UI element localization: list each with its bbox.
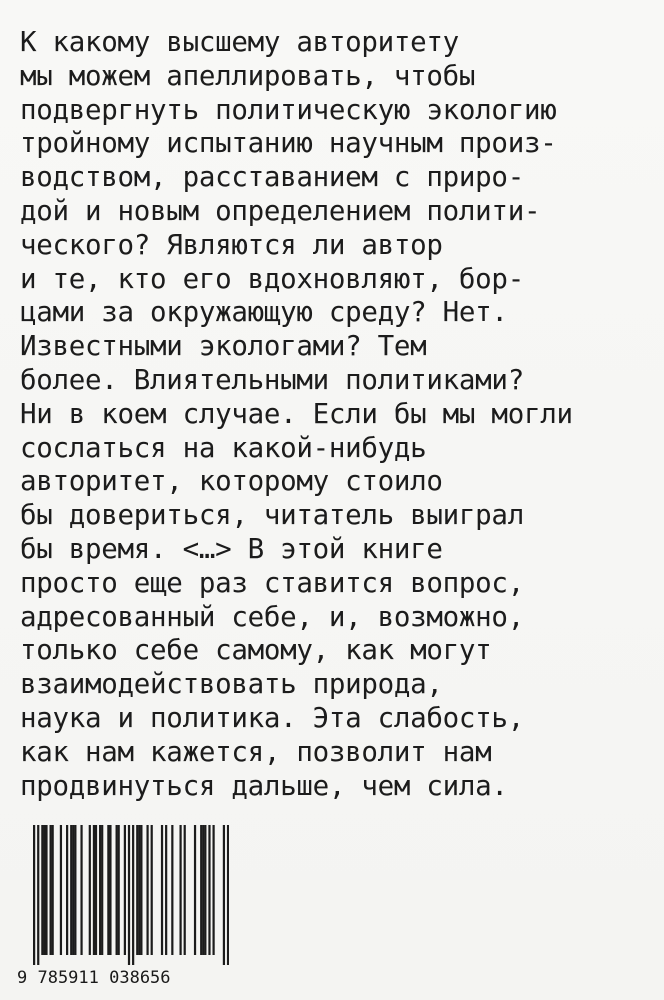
- text-line: более. Влиятельными политиками?: [20, 363, 524, 396]
- barcode-guard-bar: [128, 825, 130, 965]
- text-line: мы можем апеллировать, чтобы: [20, 59, 476, 92]
- barcode-bar: [116, 825, 118, 955]
- text-line: бы время. <…> В этой книге: [20, 532, 443, 565]
- text-line: цами за окружающую среду? Нет.: [20, 296, 508, 329]
- barcode-bar: [89, 825, 91, 955]
- text-line: подвергнуть политическую экологию: [20, 93, 557, 126]
- barcode-bar: [101, 825, 103, 955]
- barcode-bar: [70, 825, 72, 955]
- barcode-bar: [107, 825, 109, 955]
- barcode-bar: [146, 825, 148, 955]
- barcode-bar: [93, 825, 95, 955]
- barcode-bar: [140, 825, 142, 955]
- text-line: дой и новым определением полити-: [20, 194, 541, 227]
- barcode-bar: [60, 825, 62, 955]
- barcode-bar: [118, 825, 120, 955]
- text-line: бы довериться, читатель выиграл: [20, 499, 524, 532]
- barcode-bar: [136, 825, 138, 955]
- text-line: авторитет, которому стоило: [20, 465, 443, 498]
- text-line: тройному испытанию научным произ-: [20, 127, 557, 160]
- barcode-bar: [45, 825, 47, 955]
- barcode-bar: [208, 825, 210, 955]
- barcode-bar: [66, 825, 68, 955]
- text-line: водством, расставанием с приро-: [20, 161, 524, 194]
- barcode-guard-bar: [223, 825, 225, 965]
- barcode-bar: [138, 825, 140, 955]
- barcode-bar: [74, 825, 76, 955]
- text-line: адресованный себе, и, возможно,: [20, 600, 524, 633]
- barcode-guard-bar: [227, 825, 229, 965]
- barcode-bar: [151, 825, 153, 955]
- barcode-bar: [72, 825, 74, 955]
- barcode-bar: [171, 825, 173, 955]
- barcode-bar: [109, 825, 111, 955]
- text-line: Ни в коем случае. Если бы мы могли: [20, 397, 573, 430]
- barcode-bar: [165, 825, 167, 955]
- barcode-bar: [194, 825, 196, 955]
- barcode-number: 9 785911 038656: [17, 968, 171, 988]
- barcode-bar: [161, 825, 163, 955]
- barcode-bar: [184, 825, 186, 955]
- barcode-bar: [41, 825, 43, 955]
- text-line: наука и политика. Эта слабость,: [20, 701, 524, 734]
- barcode-bar: [179, 825, 181, 955]
- text-line: К какому высшему авторитету: [20, 26, 459, 58]
- barcode-bar: [80, 825, 82, 955]
- text-line: продвинуться дальше, чем сила.: [20, 769, 508, 802]
- barcode-bar: [212, 825, 214, 955]
- barcode-bar: [200, 825, 202, 955]
- barcode-guard-bar: [33, 825, 35, 965]
- text-line: Известными экологами? Тем: [20, 330, 427, 363]
- text-line: просто еще раз ставится вопрос,: [20, 566, 524, 599]
- barcode-bar: [50, 825, 52, 955]
- barcode-guard-bar: [37, 825, 39, 965]
- barcode-guard-bar: [132, 825, 134, 965]
- annotation-text: [20, 26, 650, 803]
- barcode-bar: [43, 825, 45, 955]
- barcode-bar: [99, 825, 101, 955]
- barcode-bar: [202, 825, 204, 955]
- barcode-bar: [204, 825, 206, 955]
- text-line: как нам кажется, позволит нам: [20, 735, 492, 768]
- text-line: взаимодействовать природа,: [20, 668, 443, 701]
- text-line: и те, кто его вдохновляют, бор-: [20, 262, 524, 295]
- text-line: сослаться на какой-нибудь: [20, 431, 427, 464]
- isbn-barcode: [17, 825, 235, 997]
- text-line: ческого? Являются ли автор: [20, 228, 443, 261]
- barcode-bar: [95, 825, 97, 955]
- barcode-bar: [52, 825, 54, 955]
- text-line: только себе самому, как могут: [20, 634, 492, 667]
- barcode-bars: [33, 825, 229, 965]
- barcode-bar: [124, 825, 126, 955]
